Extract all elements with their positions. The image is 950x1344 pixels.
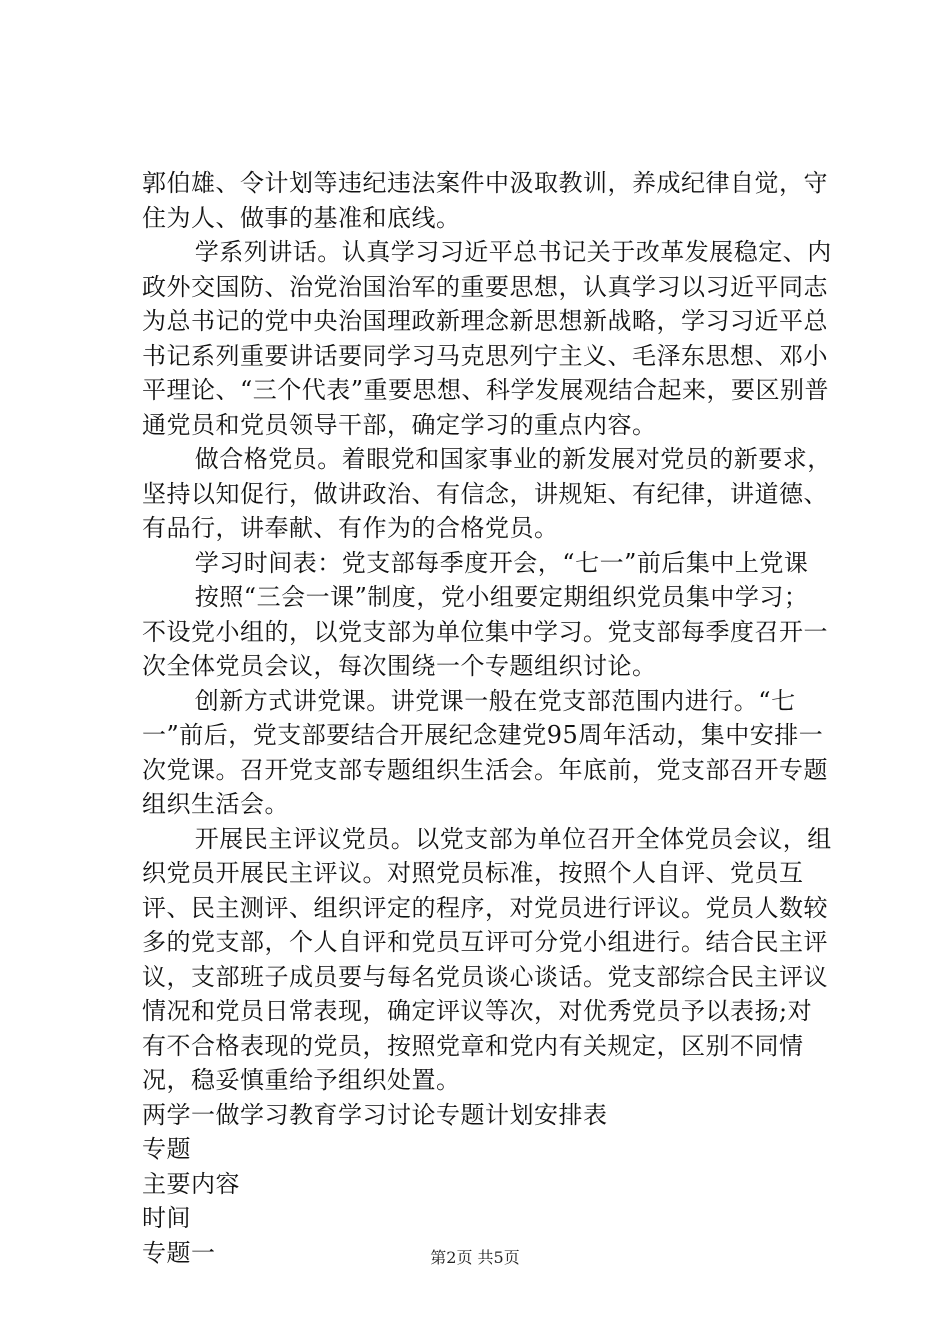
paragraph-study-schedule: 学习时间表：党支部每季度开会，“七一”前后集中上党课	[194, 548, 809, 577]
paragraph-study-speeches: 学系列讲话。认真学习习近平总书记关于改革发展稳定、内政外交国防、治党治国治军的重要思想，认真学习以习近平同志为总书记的党中央治国理政新理念新思想新战略，学习习近平总书记系列重要讲话要同学习马克思列宁主义、毛泽东思想、邓小平理论、“三个代表”重要思想、科学发展观结合起来，要区别普通党员和党员领导干部，确定学习的重点内容。	[142, 238, 832, 439]
document-body	[142, 166, 832, 1270]
table-header-topic: 专题	[142, 1135, 191, 1163]
table-row-topic-one: 专题一	[142, 1238, 216, 1267]
paragraph-party-lecture: 创新方式讲党课。讲党课一般在党支部范围内进行。“七一”前后，党支部要结合开展纪念建党95周年活动，集中安排一次党课。召开党支部专题组织生活会。年底前，党支部召开专题组织生活会。	[142, 686, 828, 818]
paragraph-continuation: 郭伯雄、令计划等违纪违法案件中汲取教训，养成纪律自觉，守住为人、做事的基准和底线。	[142, 169, 828, 232]
page-footer: 第2页 共5页	[430, 1248, 520, 1267]
paragraph-democratic-review: 开展民主评议党员。以党支部为单位召开全体党员会议，组织党员开展民主评议。对照党员标准，按照个人自评、党员互评、民主测评、组织评定的程序，对党员进行评议。党员人数较多的党支部，个人自评和党员互评可分党小组进行。结合民主评议，支部班子成员要与每名党员谈心谈话。党支部综合民主评议情况和党员日常表现，确定评议等次，对优秀党员予以表扬;对有不合格表现的党员，按照党章和党内有关规定，区别不同情况，稳妥慎重给予组织处置。	[142, 824, 832, 1094]
table-title: 两学一做学习教育学习讨论专题计划安排表	[142, 1100, 608, 1129]
paragraph-qualified-member: 做合格党员。着眼党和国家事业的新发展对党员的新要求，坚持以知促行，做讲政治、有信念，讲规矩、有纪律，讲道德、有品行，讲奉献、有作为的合格党员。	[142, 445, 832, 542]
table-header-time: 时间	[142, 1204, 191, 1232]
table-header-content: 主要内容	[142, 1169, 240, 1198]
paragraph-three-meetings: 按照“三会一课”制度，党小组要定期组织党员集中学习；不设党小组的，以党支部为单位集中学习。党支部每季度召开一次全体党员会议，每次围绕一个专题组织讨论。	[142, 583, 828, 680]
